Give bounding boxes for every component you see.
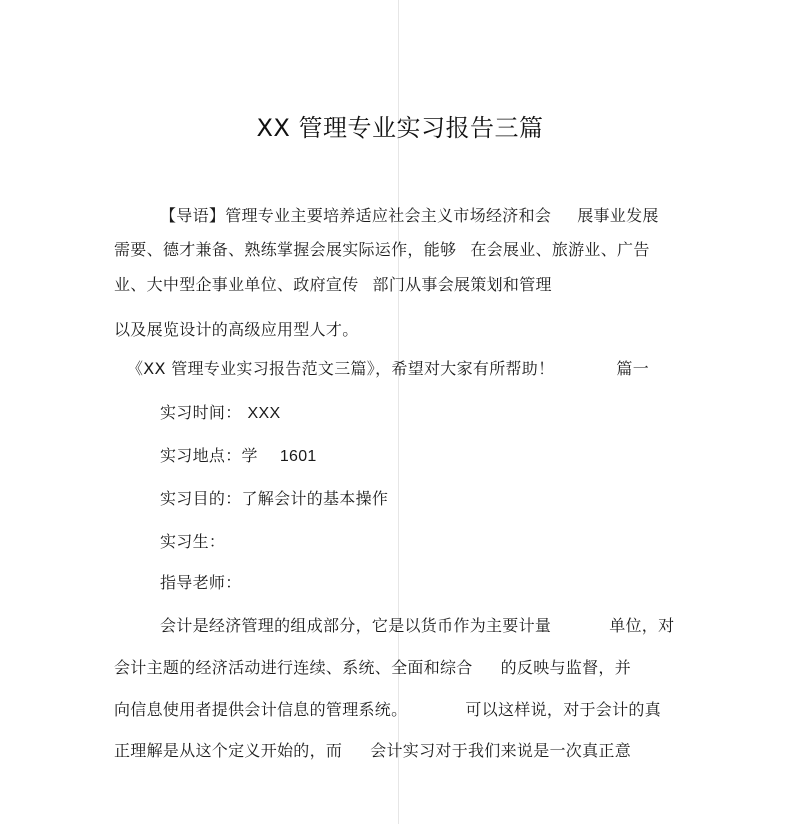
body-line-3-part-a: 向信息使用者提供会计信息的管理系统。	[114, 700, 408, 719]
internship-place-value: 1601	[279, 448, 317, 465]
intro-line-1-part-b: 展事业发展	[577, 206, 659, 225]
internship-place-label: 实习地点：学	[160, 446, 258, 465]
body-line-1-part-b: 单位，对	[609, 616, 675, 635]
intro-line-4: 以及展览设计的高级应用型人才。	[114, 320, 359, 339]
intro-line-5-part-b: 篇一	[616, 359, 650, 378]
internship-place-field	[160, 446, 317, 467]
internship-time-value: XXX	[247, 405, 281, 422]
body-line-2	[114, 658, 631, 678]
intro-line-5	[127, 359, 649, 379]
internship-time-field	[160, 403, 280, 424]
body-line-1-part-a: 会计是经济管理的组成部分，它是以货币作为主要计量	[160, 616, 552, 635]
body-line-4	[114, 741, 631, 761]
body-line-1	[160, 616, 674, 636]
body-line-2-part-a: 会计主题的经济活动进行连续、系统、全面和综合	[114, 658, 473, 677]
intro-line-2	[114, 240, 650, 260]
intern-field: 实习生：	[160, 532, 226, 551]
document-title: XX 管理专业实习报告三篇	[256, 114, 544, 142]
body-line-2-part-b: 的反映与监督，并	[500, 658, 632, 677]
intro-line-5-part-a: 《XX 管理专业实习报告范文三篇》，希望对大家有所帮助！	[127, 359, 555, 378]
intro-line-2-part-a: 需要、德才兼备、熟练掌握会展实际运作，能够	[114, 240, 457, 259]
intro-line-3-part-a: 业、大中型企事业单位、政府宣传	[114, 275, 359, 294]
intro-line-2-part-b: 在会展业、旅游业、广告	[470, 240, 650, 259]
intro-line-3-part-b: 部门从事会展策划和管理	[372, 275, 552, 294]
internship-purpose-field: 实习目的：了解会计的基本操作	[160, 489, 389, 508]
body-line-3	[114, 700, 661, 720]
advisor-field: 指导老师：	[160, 573, 242, 592]
intro-line-1-part-a: 【导语】管理专业主要培养适应社会主义市场经济和会	[160, 206, 552, 225]
intro-line-3	[114, 275, 552, 295]
intro-line-1	[160, 206, 659, 226]
internship-time-label: 实习时间：	[160, 403, 242, 422]
body-line-4-part-b: 会计实习对于我们来说是一次真正意	[370, 741, 632, 760]
body-line-4-part-a: 正理解是从这个定义开始的，而	[114, 741, 343, 760]
body-line-3-part-b: 可以这样说，对于会计的真	[465, 700, 662, 719]
